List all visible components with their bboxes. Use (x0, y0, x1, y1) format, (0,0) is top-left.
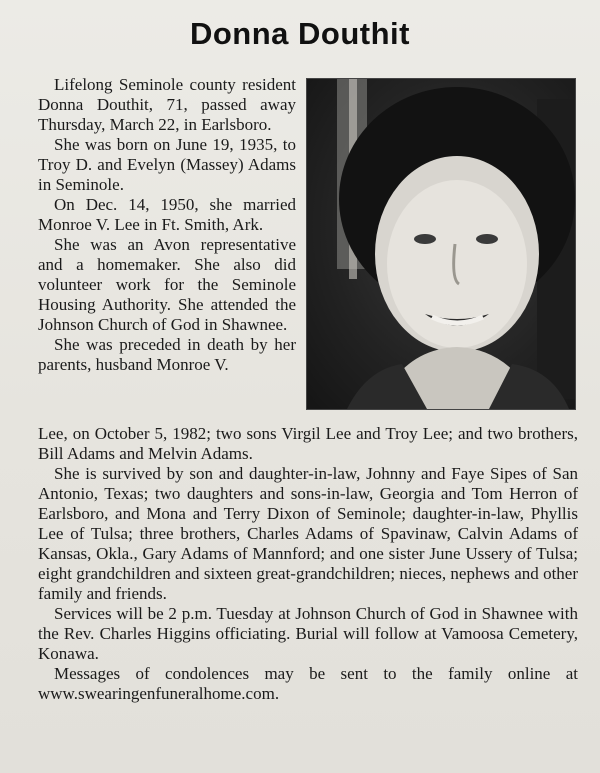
obituary-full-width-text (38, 424, 578, 704)
paragraph: She was an Avon representative and a homemaker. She also did volunteer work for the Seminole Housing Authority. She attended the Johnson Church of God in Shawnee. (38, 235, 296, 334)
paragraph: She was preceded in death by her parents, husband Monroe V. (38, 335, 296, 374)
paragraph: She is survived by son and daughter-in-law, Johnny and Faye Sipes of San Antonio, Texas; two daughters and sons-in-law, Georgia and Tom Herron of Earlsboro, and Mona and Terry Dixon of Seminole; daughter-in-law, Phyllis Lee of Tulsa; three brothers, Charles Adams of Spavinaw, Calvin Adams of Kansas, Okla., Gary Adams of Mannford; and one sister June Ussery of Tulsa; eight grandchildren and sixteen great-grandchildren; nieces, nephews and other family and friends. (38, 464, 578, 603)
portrait-image (307, 79, 575, 409)
obituary-title: Donna Douthit (189, 16, 410, 51)
paragraph: On Dec. 14, 1950, she married Monroe V. Lee in Ft. Smith, Ark. (38, 195, 296, 234)
obituary-column-text (38, 75, 296, 375)
paragraph: Messages of condolences may be sent to the family online at www.swearingenfuneralhome.com. (38, 664, 578, 703)
paragraph: Lee, on October 5, 1982; two sons Virgil Lee and Troy Lee; and two brothers, Bill Adams and Melvin Adams. (38, 424, 578, 463)
portrait-photo (306, 78, 576, 410)
paragraph: Lifelong Seminole county resident Donna Douthit, 71, passed away Thursday, March 22, in Earlsboro. (38, 75, 296, 134)
paragraph: Services will be 2 p.m. Tuesday at Johnson Church of God in Shawnee with the Rev. Charles Higgins officiating. Burial will follow at Vamoosa Cemetery, Konawa. (38, 604, 578, 663)
paragraph: She was born on June 19, 1935, to Troy D. and Evelyn (Massey) Adams in Seminole. (38, 135, 296, 194)
